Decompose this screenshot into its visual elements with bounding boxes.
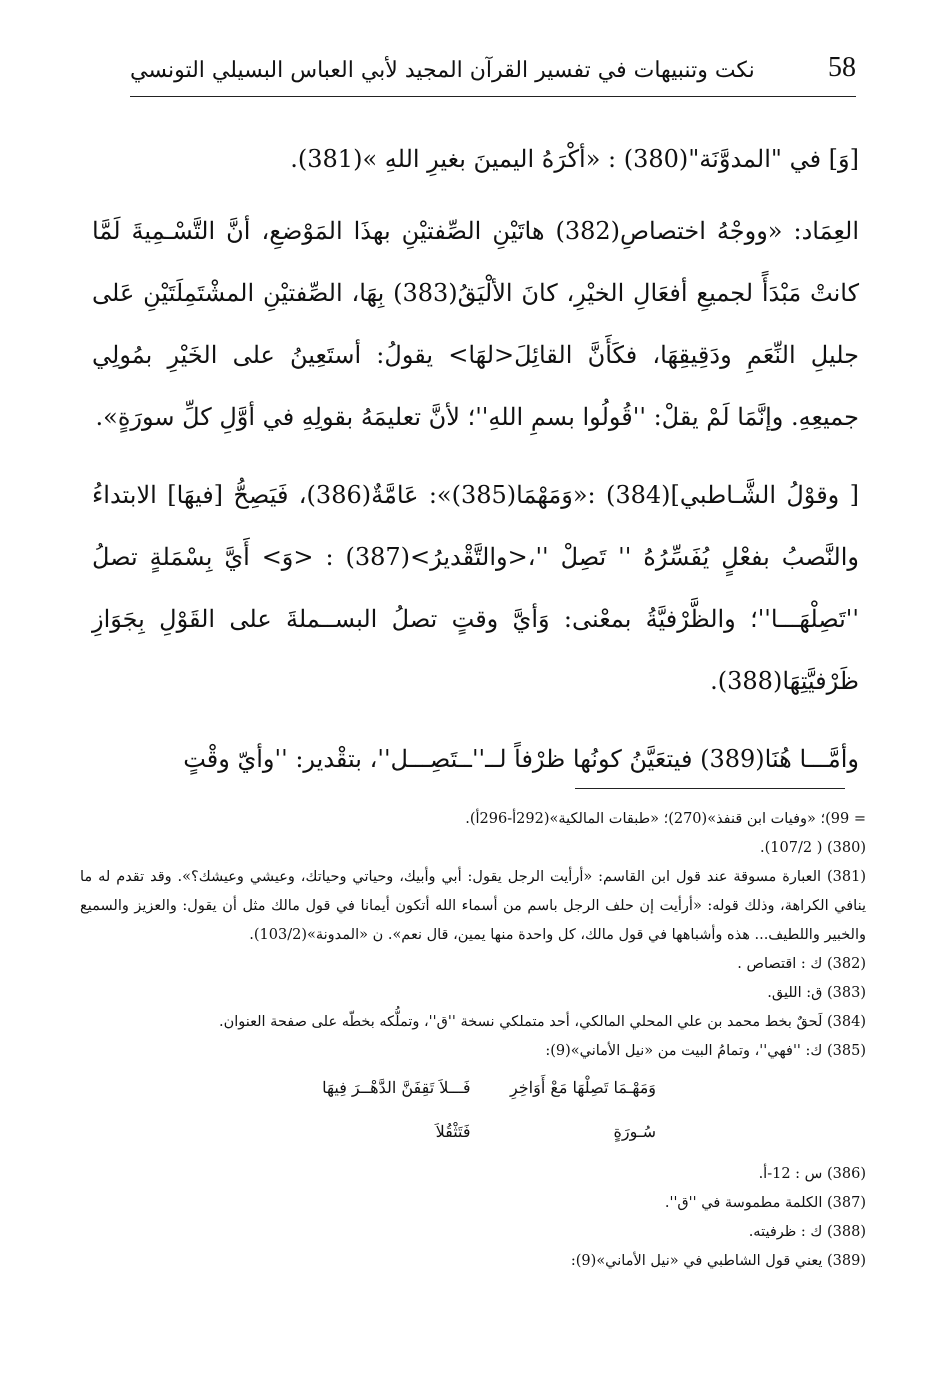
footnote-385: (385) ك: ''فهي''، وتمامُ البيت من «نيل الأماني»(9): xyxy=(545,1043,866,1059)
footnote-382: (382) ك : اقتصاص . xyxy=(737,956,866,972)
footnote-389: (389) يعني قول الشاطبي في «نيل الأماني»(9): xyxy=(570,1253,866,1269)
footnote-384: (384) لَحقٌ بخط محمد بن علي المحلي المالكي، أحد متملكي نسخة ''ق''، وتملُّكه بخطّه على صفحة العنوان. xyxy=(218,1014,866,1030)
page-header xyxy=(130,52,856,96)
footnote-383: (383) ق: الليق. xyxy=(767,985,866,1001)
footnote-381: (381) العبارة مسوقة عند قول ابن القاسم: «أرأيت الرجل يقول: أبي وأبيك، وحياتي وحياتك، وعيشي وعيشك؟». وقد تقدم له ما ينافي الكراهة، وذلك قوله: «أرأيت إن حلف الرجل باسم من أسماء الله أتكون أيمانا في قول مالك مثل أن يقول: والعزيز والسميع والخبير واللطيف... هذه وأشباهها في قول مالك، كل واحدة منها يمين، قال نعم». ن «المدونة»(103/2). xyxy=(80,869,866,943)
footnote-rule xyxy=(575,788,845,789)
paragraph-amma-huna: وأمَّـــا هُنَا(389) فيتعَيَّنُ كونُها ظرْفاً لــ''ــتَصِـــل''، بتقْدير: ''وأيّ وقْتٍ xyxy=(183,745,859,773)
poetry-verse xyxy=(80,1066,866,1154)
paragraph-imad: العِمَاد: «ووجْهُ اختصاصِ(382) هاتَيْنِ الصِّفتيْنِ بهذَا المَوْضعِ، أنَّ التَّسْـمِيةَ لَمَّا كانتْ مَبْدَأً لجميعِ أفعَالِ الخيْرِ، كانَ الألْيَقُ(383) بِهَا، الصِّفتيْنِ المشْتَمِلَتَيْنِ عَلى جليلِ النِّعَمِ ودَقِيقِهَا، فكَأَنَّ القائِلَ<لهَا> يقولُ: أستَعِينُ على الخَيْرِ بمُولِي جميعِهِ. وإنَّمَا لَمْ يقلْ: ''قُولُوا بسمِ اللهِ''؛ لأنَّ تعليمَهُ بقولِهِ في أوَّلِ كلِّ سورَةٍ». xyxy=(92,217,860,431)
footnote-380: (380) ( 107/2). xyxy=(760,840,866,856)
verse-second-hemistich: فَـــلاَ تَقِفَنَّ الدَّهْــرَ فِيهَا فَتَثْقُلاَ xyxy=(322,1078,471,1141)
running-title: نكت وتنبيهات في تفسير القرآن المجيد لأبي العباس البسيلي التونسي xyxy=(130,58,755,83)
paragraph-shatibi: [ وقوْلُ الشَّـاطبي](384) :«وَمَهْمَا(385)»: عَامَّةٌ(386)، فَيَصِحُّ [فيهَا] الابتداءُ والنَّصبُ بفعْلٍ يُفَسِّرُهُ '' تَصِلْ ''،<والتَّقْديرُ>(387) : <وَ> أَيَّ بِسْمَلةٍ تصلُ ''تَصِلْهَـــا''؛ والظَّرْفيَّةُ بمعْنى: وَأيَّ وقتٍ تصلُ البســملةَ على القَوْلِ بِجَوَازِ ظَرْفيَّتِهَا(388). xyxy=(92,481,859,695)
header-rule xyxy=(130,96,856,97)
footnote-387: (387) الكلمة مطموسة في ''ق''. xyxy=(664,1195,866,1211)
footnote-388: (388) ك : ظرفيته. xyxy=(748,1224,866,1240)
footnotes xyxy=(80,805,866,1276)
page-number: 58 xyxy=(828,52,856,83)
paragraph-mudawwana: [وَ] في "المدوَّنَة"(380) : «أكْرَهُ اليمينَ بغيرِ اللهِ »(381). xyxy=(290,145,859,173)
main-text xyxy=(92,128,859,806)
verse-first-hemistich: وَمَهْـمَا تَصِلْهَا مَعْ أَوَاخِرِ سُـورَةٍ xyxy=(509,1078,656,1141)
footnote-continued: = 99)؛ «وفيات ابن قنفذ»(270)؛ «طبقات المالكية»(292أ-296أ). xyxy=(465,811,866,827)
footnote-386: (386) س : 12-أ. xyxy=(758,1166,866,1182)
